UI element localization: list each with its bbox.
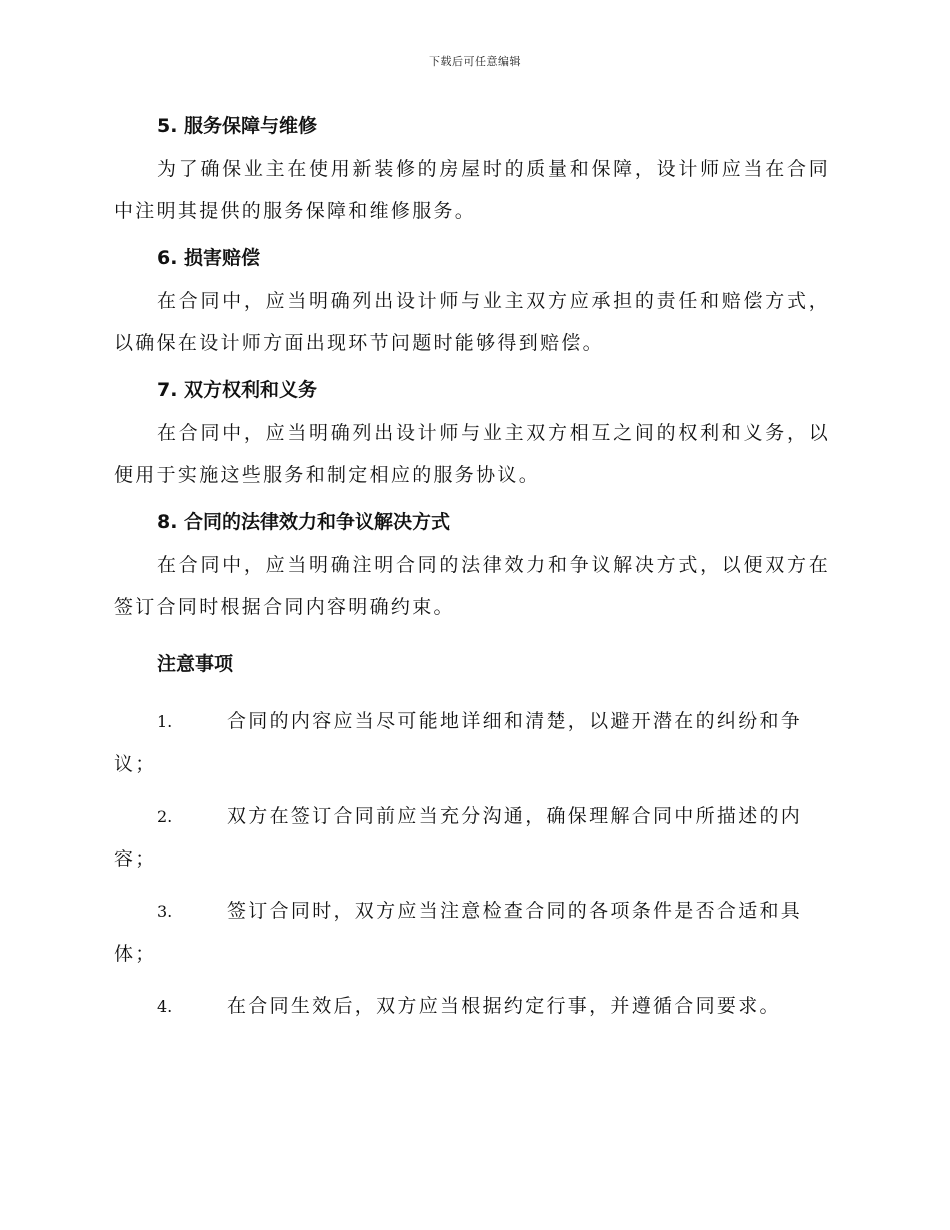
section-body-7: 在合同中，应当明确列出设计师与业主双方相互之间的权利和义务，以便用于实施这些服务和制定相应的服务协议。 — [114, 422, 830, 486]
note-text: 双方在签订合同前应当充分沟通，确保理解合同中所描述的内容； — [114, 805, 803, 870]
note-number: 1. — [157, 712, 173, 731]
note-item-1 — [114, 700, 830, 785]
section-body-6: 在合同中，应当明确列出设计师与业主双方应承担的责任和赔偿方式，以确保在设计师方面出现环节问题时能够得到赔偿。 — [114, 290, 830, 354]
note-text: 合同的内容应当尽可能地详细和清楚，以避开潜在的纠纷和争议； — [114, 710, 803, 775]
note-item-3 — [114, 890, 830, 975]
note-text: 在合同生效后，双方应当根据约定行事，并遵循合同要求。 — [227, 995, 781, 1017]
notes-heading: 注意事项 — [157, 653, 234, 675]
section-body-5: 为了确保业主在使用新装修的房屋时的质量和保障，设计师应当在合同中注明其提供的服务保障和维修服务。 — [114, 158, 830, 222]
section-body-8: 在合同中，应当明确注明合同的法律效力和争议解决方式，以便双方在签订合同时根据合同内容明确约束。 — [114, 554, 830, 618]
note-number: 3. — [157, 902, 173, 921]
note-number: 4. — [157, 997, 173, 1016]
note-text: 签订合同时，双方应当注意检查合同的各项条件是否合适和具体； — [114, 900, 803, 965]
document-body — [114, 108, 830, 1038]
note-number: 2. — [157, 807, 173, 826]
note-item-2 — [114, 795, 830, 880]
section-heading-5: 5. 服务保障与维修 — [157, 115, 318, 137]
section-heading-7: 7. 双方权利和义务 — [157, 379, 318, 401]
note-item-4 — [114, 985, 830, 1028]
section-heading-8: 8. 合同的法律效力和争议解决方式 — [157, 511, 451, 533]
section-heading-6: 6. 损害赔偿 — [157, 247, 261, 269]
page-header-note: 下载后可任意编辑 — [429, 55, 521, 68]
